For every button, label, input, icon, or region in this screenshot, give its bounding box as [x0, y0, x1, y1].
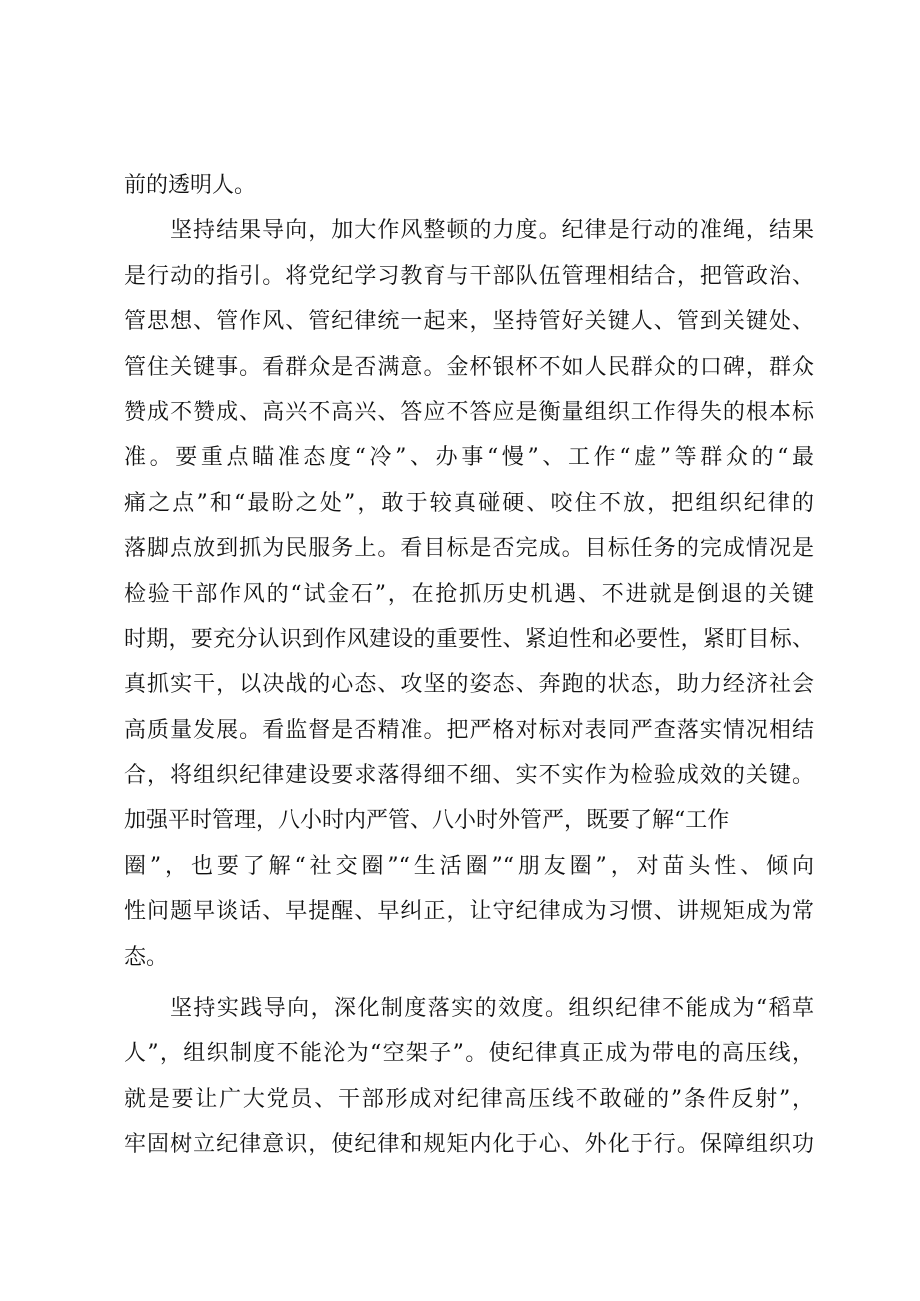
text-line: 加强平时管理，八小时内严管、八小时外管严，既要了解“工作 [124, 808, 730, 834]
text-line: 是行动的指引。将党纪学习教育与干部队伍管理相结合，把管政治、 [124, 263, 814, 289]
text-line: 牢固树立纪律意识，使纪律和规矩内化于心、外化于行。保障组织功 [124, 1132, 814, 1158]
text-line: 时期，要充分认识到作风建设的重要性、紧迫性和必要性，紧盯目标、 [124, 626, 814, 652]
text-line: 坚持实践导向，深化制度落实的效度。组织纪律不能成为“稻草 [170, 996, 814, 1022]
text-line: 态。 [124, 944, 169, 970]
text-line: 性问题早谈话、早提醒、早纠正，让守纪律成为习惯、讲规矩成为常 [124, 899, 814, 925]
text-line: 准。要重点瞄准态度“冷”、办事“慢”、工作“虚”等群众的“最 [124, 445, 814, 471]
text-line: 就是要让广大党员、干部形成对纪律高压线不敢碰的”条件反射”， [124, 1086, 814, 1112]
text-line: 高质量发展。看监督是否精准。把严格对标对表同严查落实情况相结 [124, 717, 814, 743]
text-line: 前的透明人。 [124, 173, 257, 198]
text-line: 坚持结果导向，加大作风整顿的力度。纪律是行动的准绳，结果 [170, 218, 814, 244]
text-line: 合，将组织纪律建设要求落得细不细、实不实作为检验成效的关键。 [124, 763, 814, 789]
text-line: 赞成不赞成、高兴不高兴、答应不答应是衡量组织工作得失的根本标 [124, 399, 814, 425]
text-line: 人”，组织制度不能沦为“空架子”。使纪律真正成为带电的高压线， [124, 1041, 814, 1067]
text-line: 检验干部作风的“试金石”，在抢抓历史机遇、不进就是倒退的关键 [124, 581, 814, 607]
text-line: 真抓实干，以决战的心态、攻坚的姿态、奔跑的状态，助力经济社会 [124, 672, 814, 698]
paragraph [124, 163, 814, 208]
text-line: 圈”，也要了解“社交圈”“生活圈”“朋友圈”，对苗头性、倾向 [124, 853, 814, 879]
paragraph [124, 208, 814, 980]
text-line: 管思想、管作风、管纪律统一起来，坚持管好关键人、管到关键处、 [124, 309, 814, 335]
text-line: 落脚点放到抓为民服务上。看目标是否完成。目标任务的完成情况是 [124, 536, 814, 562]
body-text [124, 163, 814, 1168]
text-line: 管住关键事。看群众是否满意。金杯银杯不如人民群众的口碑，群众 [124, 354, 814, 380]
text-line: 痛之点”和“最盼之处”，敢于较真碰硬、咬住不放，把组织纪律的 [124, 490, 814, 516]
paragraph [124, 986, 814, 1168]
